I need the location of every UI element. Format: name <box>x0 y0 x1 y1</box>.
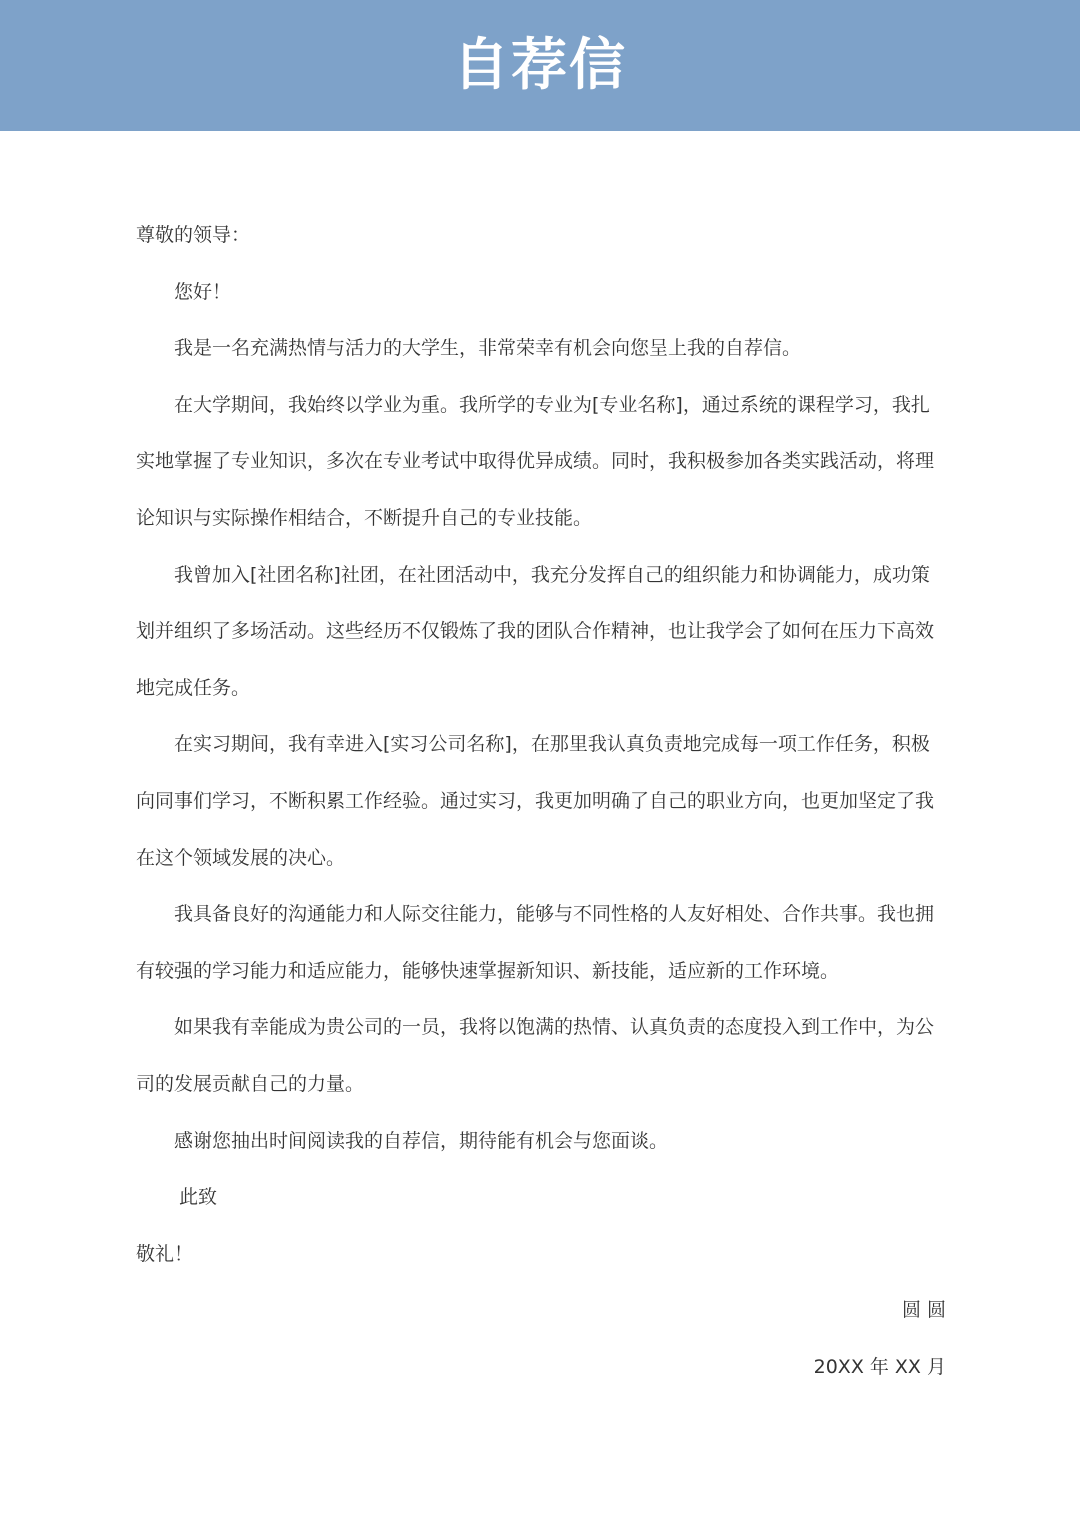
greeting: 您好！ <box>174 280 232 303</box>
paragraph-study: 在大学期间，我始终以学业为重。我所学的专业为[专业名称]，通过系统的课程学习，我扎实地掌握了专业知识，多次在专业考试中取得优异成绩。同时，我积极参加各类实践活动，将理论知识与实际操作相结合，不断提升自己的专业技能。 <box>136 393 935 529</box>
paragraph-thanks: 感谢您抽出时间阅读我的自荐信，期待能有机会与您面谈。 <box>174 1129 669 1152</box>
salutation: 尊敬的领导： <box>136 224 251 246</box>
paragraph-club: 我曾加入[社团名称]社团，在社团活动中，我充分发挥自己的组织能力和协调能力，成功策划并组织了多场活动。这些经历不仅锻炼了我的团队合作精神，也让我学会了如何在压力下高效地完成任务。 <box>136 563 935 699</box>
signature-name: 圆 圆 <box>901 1299 946 1322</box>
page-title: 自荐信 <box>453 33 627 98</box>
header-band <box>0 0 1080 131</box>
signature-date: 20XX 年 XX 月 <box>813 1355 946 1378</box>
paragraph-commitment: 如果我有幸能成为贵公司的一员，我将以饱满的热情、认真负责的态度投入到工作中，为公司的发展贡献自己的力量。 <box>136 1016 935 1095</box>
closing: 此致 <box>179 1186 218 1209</box>
letter-body <box>136 207 946 1395</box>
regards: 敬礼！ <box>136 1242 194 1265</box>
paragraph-internship: 在实习期间，我有幸进入[实习公司名称]，在那里我认真负责地完成每一项工作任务，积极向同事们学习，不断积累工作经验。通过实习，我更加明确了自己的职业方向，也更加坚定了我在这个领域发展的决心。 <box>136 733 935 869</box>
paragraph-abilities: 我具备良好的沟通能力和人际交往能力，能够与不同性格的人友好相处、合作共事。我也拥有较强的学习能力和适应能力，能够快速掌握新知识、新技能，适应新的工作环境。 <box>136 903 935 982</box>
paragraph-intro: 我是一名充满热情与活力的大学生，非常荣幸有机会向您呈上我的自荐信。 <box>174 337 802 360</box>
